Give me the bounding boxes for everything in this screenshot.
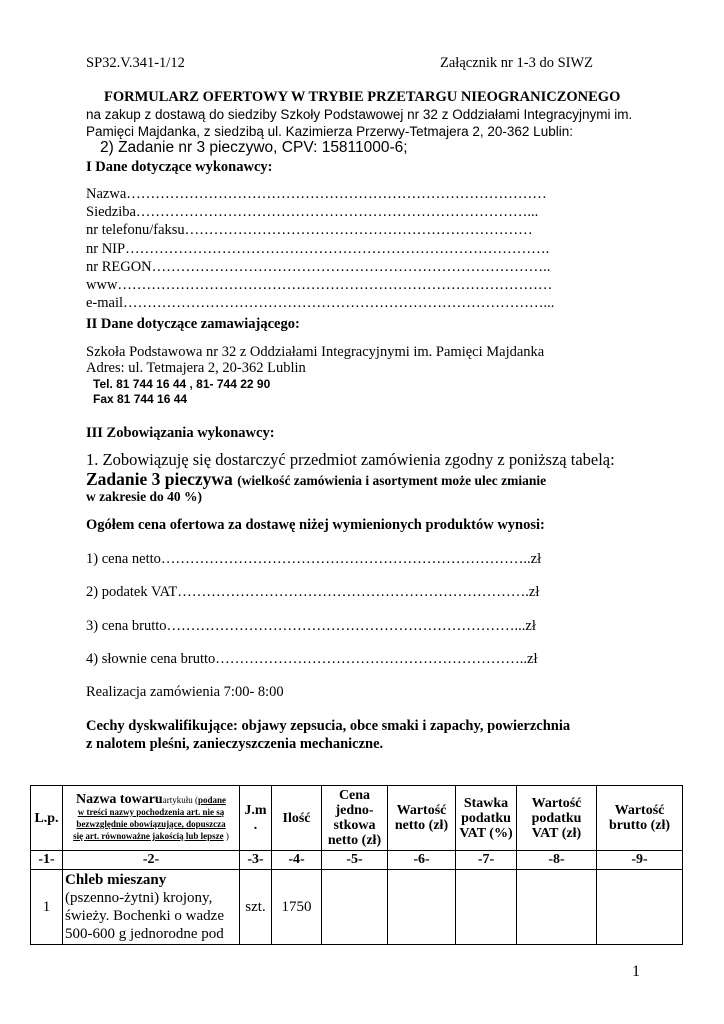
field-phone-fax[interactable]: nr telefonu/faksu……………………………………………………………… [86, 222, 533, 239]
column-numbers-row [31, 851, 683, 870]
col-number-1: -1- [31, 851, 63, 870]
items-table [30, 785, 683, 945]
orderer-name: Szkoła Podstawowa nr 32 z Oddziałami Integracyjnymi im. Pamięci Majdanka [86, 344, 545, 360]
col-vat-rate: Stawka podatku VAT (%) [456, 786, 517, 851]
commitment-text: 1. Zobowiązuję się dostarczyć przedmiot zamówienia zgodny z poniższą tabelą: [86, 450, 615, 469]
section-1-heading: I Dane dotyczące wykonawcy: [86, 159, 273, 175]
realization-time: Realizacja zamówienia 7:00- 8:00 [86, 684, 284, 700]
task-note: (wielkość zamówienia i asortyment może ulec zmianie [237, 473, 547, 488]
col-number-3: -3- [240, 851, 272, 870]
table-row [31, 870, 683, 945]
col-name-note-1: podane [197, 795, 226, 805]
field-seat[interactable]: Siedziba………………………………………………………………………... [86, 204, 539, 221]
page-number: 1 [632, 963, 640, 980]
row-product-name: Chleb mieszany [65, 872, 167, 888]
col-name-note-2: w treści nazwy pochodzenia art. nie są [77, 807, 225, 817]
row-product-description: (pszenno-żytni) krojony, świeży. Bochenki o wadze 500-600 g jednorodne pod [65, 890, 224, 942]
col-quantity: Ilość [272, 786, 322, 851]
col-name-small-2: ) [223, 831, 229, 841]
row-unit-price-cell[interactable] [322, 870, 388, 945]
section-2-heading: II Dane dotyczące zamawiającego: [86, 316, 300, 332]
disqualifying-line-2: z nalotem pleśni, zanieczyszczenia mechaniczne. [86, 736, 384, 752]
col-name-small: artykułu ( [162, 795, 198, 805]
field-www[interactable]: www……………………………………………………………………………… [86, 277, 553, 294]
row-vat-value-cell[interactable] [517, 870, 597, 945]
row-quantity: 1750 [272, 870, 322, 945]
col-net-value: Wartość netto (zł) [388, 786, 456, 851]
form-title: FORMULARZ OFERTOWY W TRYBIE PRZETARGU NIEOGRANICZONEGO [104, 89, 621, 105]
attachment-label: Załącznik nr 1-3 do SIWZ [440, 55, 594, 71]
contractor-fields [86, 185, 554, 312]
price-words-field[interactable]: 4) słownie cena brutto………………………………………………………..zł [86, 651, 538, 667]
price-net-field[interactable]: 1) cena netto…………………………………………………………………..zł [86, 551, 542, 567]
total-price-heading: Ogółem cena ofertowa za dostawę niżej wymienionych produktów wynosi: [86, 517, 545, 533]
field-email[interactable]: e-mail……………………………………………………………………………... [86, 295, 555, 312]
title-line-3: Pamięci Majdanka, z siedzibą ul. Kazimierza Przerwy-Tetmajera 2, 20-362 Lublin: [86, 124, 573, 139]
col-number-9: -9- [597, 851, 683, 870]
col-name-note-3: bezwzględnie obowiązujące, dopuszcza [76, 819, 226, 829]
row-gross-value-cell[interactable] [597, 870, 683, 945]
col-lp: L.p. [31, 786, 63, 851]
row-product [63, 870, 240, 945]
col-number-6: -6- [388, 851, 456, 870]
document-ref: SP32.V.341-1/12 [86, 55, 185, 71]
section-3-heading: III Zobowiązania wykonawcy: [86, 425, 275, 441]
col-name-note-4: się art. równoważne jakością lub lepsze [73, 831, 224, 841]
orderer-address: Adres: ul. Tetmajera 2, 20-362 Lublin [86, 360, 306, 376]
field-name[interactable]: Nazwa…………………………………………………………………………… [86, 186, 547, 202]
field-regon[interactable]: nr REGON……………………………………………………………………….. [86, 258, 551, 275]
title-line-2: na zakup z dostawą do siedziby Szkoły Podstawowej nr 32 z Oddziałami Integracyjnymi im. [86, 107, 633, 122]
col-unit: J.m . [240, 786, 272, 851]
row-unit: szt. [240, 870, 272, 945]
row-net-value-cell[interactable] [388, 870, 456, 945]
col-gross-value: Wartość brutto (zł) [597, 786, 683, 851]
vat-field[interactable]: 2) podatek VAT……………………………………………………………….zł [86, 584, 540, 600]
col-number-4: -4- [272, 851, 322, 870]
orderer-fax: Fax 81 744 16 44 [93, 392, 188, 406]
disqualifying-line-1: Cechy dyskwalifikujące: objawy zepsucia, obce smaki i zapachy, powierzchnia [86, 718, 571, 734]
row-vat-rate-cell[interactable] [456, 870, 517, 945]
task-subtitle: 2) Zadanie nr 3 pieczywo, CPV: 15811000-6; [100, 139, 408, 156]
row-lp: 1 [31, 870, 63, 945]
col-vat-value: Wartość podatku VAT (zł) [517, 786, 597, 851]
table-header-row [31, 786, 683, 851]
col-number-2: -2- [63, 851, 240, 870]
task-name: Zadanie 3 pieczywa [86, 469, 233, 489]
col-name [63, 786, 240, 851]
col-number-5: -5- [322, 851, 388, 870]
col-number-8: -8- [517, 851, 597, 870]
field-nip[interactable]: nr NIP……………………………………………………………………………. [86, 240, 550, 257]
col-number-7: -7- [456, 851, 517, 870]
orderer-phone: Tel. 81 744 16 44 , 81- 744 22 90 [93, 377, 271, 391]
price-gross-field[interactable]: 3) cena brutto………………………………………………………………...zł [86, 618, 536, 634]
task-heading [86, 469, 546, 490]
task-note-cont: w zakresie do 40 %) [86, 489, 202, 504]
col-unit-price: Cena jedno-stkowa netto (zł) [322, 786, 388, 851]
col-name-main: Nazwa towaru [76, 792, 163, 807]
